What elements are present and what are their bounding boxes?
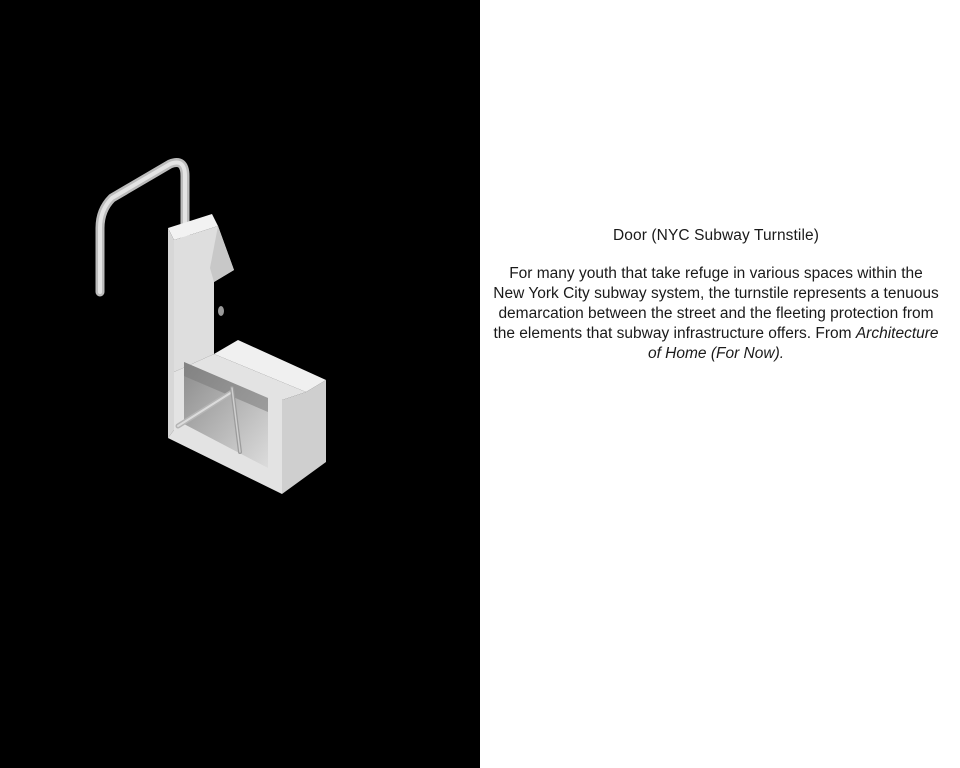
- caption-title: Door (NYC Subway Turnstile): [613, 227, 819, 244]
- caption: [492, 226, 940, 364]
- caption-body-text: For many youth that take refuge in various spaces within the New York City subway system, the turnstile represents a tenuous demarcation between the street and the fleeting protection from the elements that subway infrastructure offers. From: [493, 265, 939, 342]
- caption-body-suffix: .: [779, 345, 785, 362]
- caption-body: [492, 264, 940, 364]
- caption-source-title: Architecture of Home (For Now): [647, 325, 939, 362]
- caption-panel: [480, 0, 960, 768]
